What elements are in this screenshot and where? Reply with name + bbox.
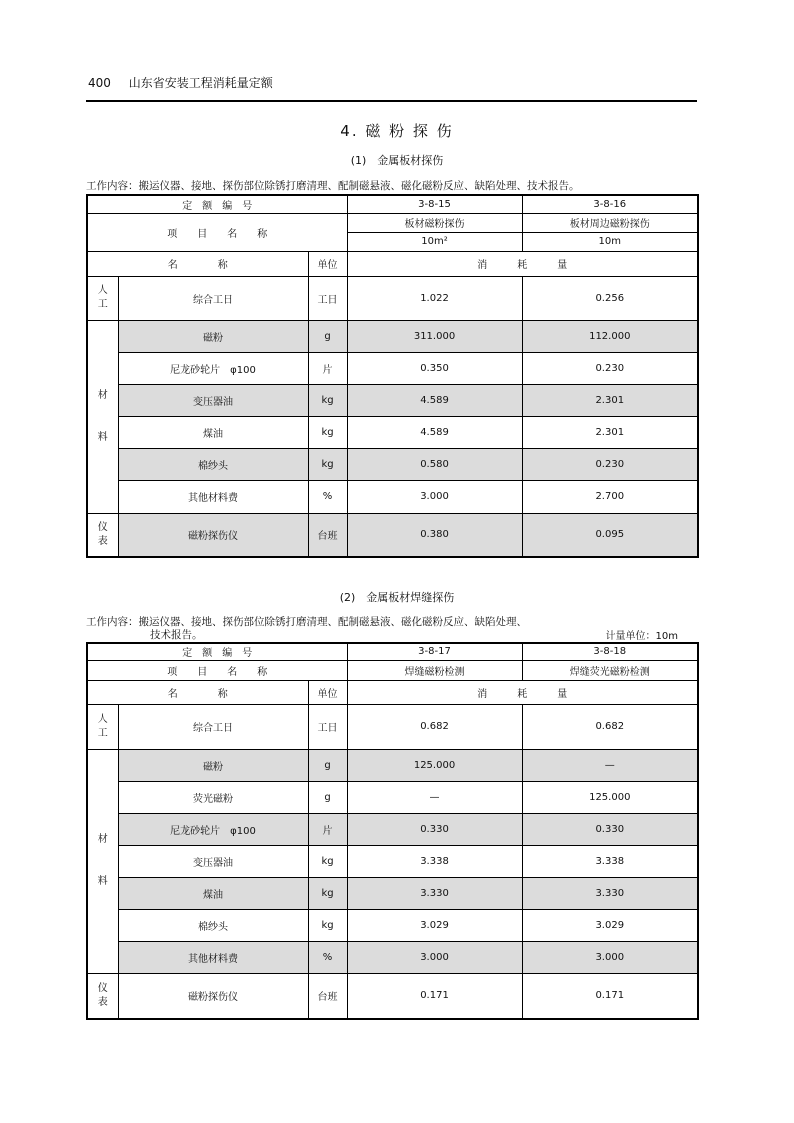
resource-name: 综合工日 <box>118 276 308 320</box>
value-cell: 3.338 <box>347 845 522 877</box>
resource-name: 磁粉 <box>118 320 308 352</box>
item-cell: 焊缝荧光磁粉检测 <box>522 660 698 680</box>
value-cell: 3.000 <box>347 941 522 973</box>
unit-cell: 10m² <box>347 232 522 251</box>
resource-name: 磁粉探伤仪 <box>118 513 308 557</box>
resource-unit: 工日 <box>308 704 347 749</box>
labor-category: 人 工 <box>87 276 118 320</box>
material-category: 材 料 <box>87 320 118 513</box>
page-number: 400 <box>88 76 111 90</box>
value-cell: 2.301 <box>522 384 698 416</box>
material-category: 材 料 <box>87 749 118 973</box>
item-cell: 板材周边磁粉探伤 <box>522 213 698 232</box>
resource-name: 磁粉探伤仪 <box>118 973 308 1019</box>
resource-name: 变压器油 <box>118 845 308 877</box>
code-cell: 3-8-18 <box>522 643 698 660</box>
unit-header: 单位 <box>308 680 347 704</box>
value-cell: 4.589 <box>347 384 522 416</box>
resource-unit: kg <box>308 416 347 448</box>
value-cell: 4.589 <box>347 416 522 448</box>
quota-code-label: 定 额 编 号 <box>87 643 347 660</box>
resource-unit: kg <box>308 877 347 909</box>
instrument-category: 仪 表 <box>87 513 118 557</box>
resource-name: 棉纱头 <box>118 448 308 480</box>
resource-name: 煤油 <box>118 416 308 448</box>
section-title: 4. 磁 粉 探 伤 <box>340 122 454 140</box>
value-cell: 0.580 <box>347 448 522 480</box>
value-cell: 3.338 <box>522 845 698 877</box>
value-cell: 3.029 <box>347 909 522 941</box>
table1-work-content: 工作内容：搬运仪器、接地、探伤部位除锈打磨清理、配制磁悬液、磁化磁粉反应、缺陷处理、技术报告。 <box>86 180 580 192</box>
resource-unit: 片 <box>308 352 347 384</box>
value-cell: 0.171 <box>522 973 698 1019</box>
name-header: 名 称 <box>87 680 308 704</box>
page-header <box>88 74 287 91</box>
code-cell: 3-8-15 <box>347 195 522 213</box>
table2-work-content-line2: 技术报告。 <box>150 629 203 641</box>
resource-name: 其他材料费 <box>118 941 308 973</box>
resource-unit: g <box>308 320 347 352</box>
measure-unit: 计量单位：10m <box>605 631 678 642</box>
value-cell: 0.330 <box>522 813 698 845</box>
item-cell: 板材磁粉探伤 <box>347 213 522 232</box>
value-cell: 2.700 <box>522 480 698 513</box>
resource-unit: kg <box>308 845 347 877</box>
value-cell: 112.000 <box>522 320 698 352</box>
resource-unit: % <box>308 941 347 973</box>
table1-subtitle: (1) 金属板材探伤 <box>350 154 444 167</box>
value-cell: 0.171 <box>347 973 522 1019</box>
value-cell: 0.682 <box>522 704 698 749</box>
resource-unit: g <box>308 749 347 781</box>
header-rule <box>86 100 697 102</box>
unit-cell: 10m <box>522 232 698 251</box>
labor-category: 人 工 <box>87 704 118 749</box>
value-cell: 3.330 <box>347 877 522 909</box>
value-cell: 3.000 <box>347 480 522 513</box>
item-cell: 焊缝磁粉检测 <box>347 660 522 680</box>
unit-header: 单位 <box>308 251 347 276</box>
resource-unit: % <box>308 480 347 513</box>
value-cell: 3.029 <box>522 909 698 941</box>
resource-name: 其他材料费 <box>118 480 308 513</box>
value-cell: 125.000 <box>347 749 522 781</box>
resource-unit: 台班 <box>308 973 347 1019</box>
resource-name: 尼龙砂轮片 φ100 <box>118 352 308 384</box>
resource-unit: 台班 <box>308 513 347 557</box>
value-cell: 0.380 <box>347 513 522 557</box>
resource-name: 综合工日 <box>118 704 308 749</box>
table2-work-content-line1: 工作内容：搬运仪器、接地、探伤部位除锈打磨清理、配制磁悬液、磁化磁粉反应、缺陷处理、 <box>86 616 527 628</box>
code-cell: 3-8-17 <box>347 643 522 660</box>
instrument-category: 仪 表 <box>87 973 118 1019</box>
resource-name: 变压器油 <box>118 384 308 416</box>
consumption-header: 消 耗 量 <box>347 680 698 704</box>
value-cell: 3.000 <box>522 941 698 973</box>
value-cell: 311.000 <box>347 320 522 352</box>
resource-unit: kg <box>308 384 347 416</box>
consumption-header: 消 耗 量 <box>347 251 698 276</box>
resource-name: 煤油 <box>118 877 308 909</box>
value-cell: — <box>347 781 522 813</box>
resource-unit: g <box>308 781 347 813</box>
value-cell: — <box>522 749 698 781</box>
value-cell: 3.330 <box>522 877 698 909</box>
table2-subtitle: (2) 金属板材焊缝探伤 <box>339 591 455 604</box>
value-cell: 0.230 <box>522 448 698 480</box>
value-cell: 0.330 <box>347 813 522 845</box>
value-cell: 0.230 <box>522 352 698 384</box>
book-title: 山东省安装工程消耗量定额 <box>128 76 273 90</box>
resource-name: 荧光磁粉 <box>118 781 308 813</box>
resource-name: 磁粉 <box>118 749 308 781</box>
item-name-label: 项 目 名 称 <box>87 660 347 680</box>
table2 <box>86 642 699 1020</box>
value-cell: 0.256 <box>522 276 698 320</box>
name-header: 名 称 <box>87 251 308 276</box>
resource-unit: 片 <box>308 813 347 845</box>
resource-unit: 工日 <box>308 276 347 320</box>
quota-code-label: 定 额 编 号 <box>87 195 347 213</box>
resource-unit: kg <box>308 909 347 941</box>
code-cell: 3-8-16 <box>522 195 698 213</box>
value-cell: 0.682 <box>347 704 522 749</box>
resource-name: 尼龙砂轮片 φ100 <box>118 813 308 845</box>
value-cell: 2.301 <box>522 416 698 448</box>
value-cell: 125.000 <box>522 781 698 813</box>
value-cell: 1.022 <box>347 276 522 320</box>
resource-unit: kg <box>308 448 347 480</box>
item-name-label: 项 目 名 称 <box>87 213 347 251</box>
table1 <box>86 194 699 558</box>
value-cell: 0.350 <box>347 352 522 384</box>
resource-name: 棉纱头 <box>118 909 308 941</box>
value-cell: 0.095 <box>522 513 698 557</box>
